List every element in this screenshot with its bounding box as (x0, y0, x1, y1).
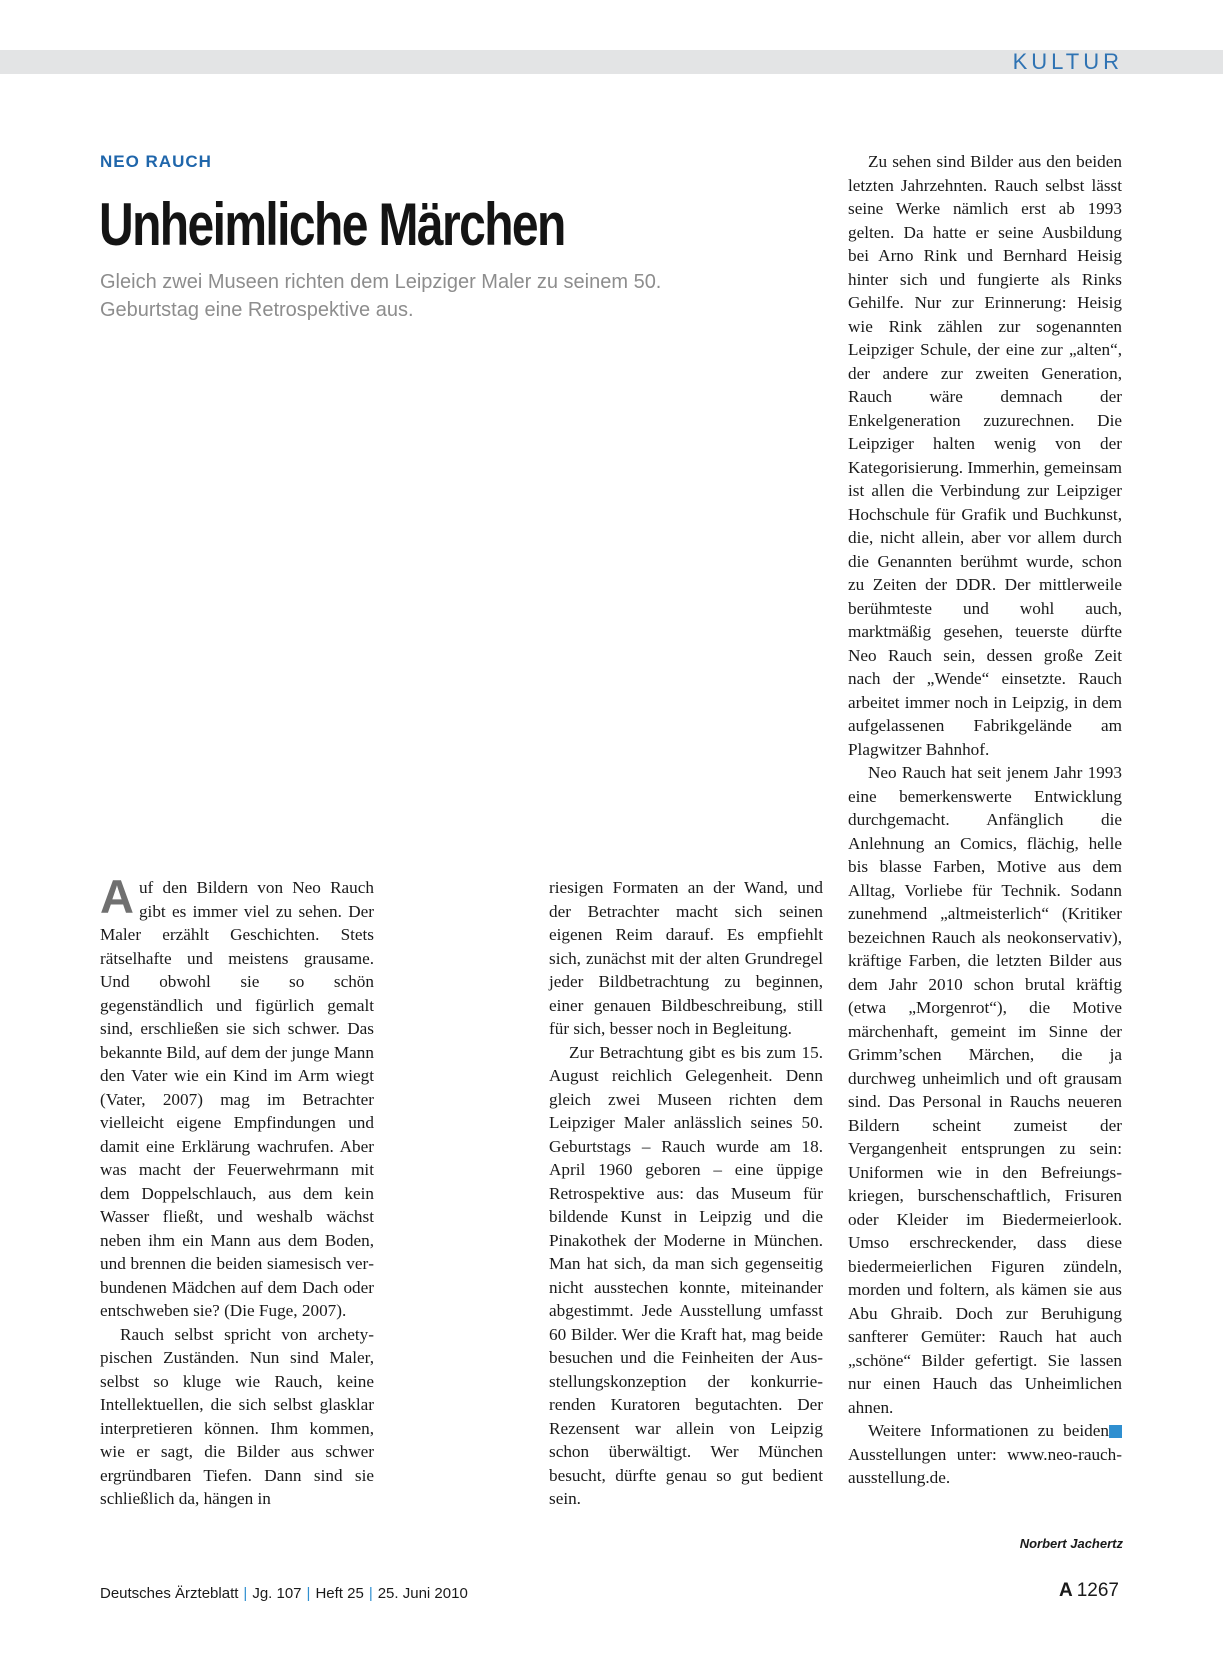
paragraph-text: Weitere Informationen zu beiden Ausstellungen unter: www.neo-rauch-ausstellung.de. (848, 1421, 1122, 1487)
article-kicker: NEO RAUCH (100, 152, 212, 171)
article-column-3 (848, 150, 1122, 1490)
page-number-value: 1267 (1076, 1580, 1119, 1601)
journal-volume: Jg. 107 (252, 1585, 302, 1602)
article-column-2 (549, 876, 823, 1511)
article-column-1 (100, 870, 374, 1511)
end-of-article-square-icon (1109, 1425, 1122, 1438)
paragraph: riesigen Formaten an der Wand, und der Betrachter macht sich seinen eigenen Reim darauf. Es empfiehlt sich, zunächst mit der alten Grundregel jeder Bildbetrachtung zu beginnen, einer genauen Bildbeschreibung, still für sich, besser noch in Begleitung. (549, 878, 823, 1038)
paragraph: Zur Betrachtung gibt es bis zum 15. August reichlich Gelegenheit. Denn gleich zwei Museen richten dem Leipziger Maler anlässlich seines 50. Geburtstags – Rauch wurde am 18. April 1960 geboren – eine üppige Retrospektive aus: das Museum für bildende Kunst in Leipzig und die Pinakothek der Moderne in München. Man hat sich, da man sich gegenseitig nicht ausstechen konnte, miteinander abgestimmt. Jede Ausstellung umfasst 60 Bilder. Wer die Kraft hat, mag beide besuchen und die Feinheiten der Ausstellungskonzeption der konkurrierenden Kuratoren begutachten. Der Rezensent war allein von Leipzig schon überwältigt. Wer München besucht, dürfte genau so gut bedient sein. (549, 1042, 823, 1508)
footer-separator: | (243, 1585, 248, 1602)
page-footer (100, 1585, 468, 1602)
footer-separator: | (368, 1585, 373, 1602)
paragraph: Neo Rauch hat seit jenem Jahr 1993 eine bemerkenswerte Entwicklung durchgemacht. Anfänglich die Anlehnung an Comics, flächig, helle bis blasse Farben, Motive aus dem Alltag, Vorliebe für Technik. Sodann zunehmend „altmeisterlich“ (Kritiker bezeichnen Rauch als neokonservativ), kräftige Farben, die letzten Bilder aus dem Jahr 2010 schon brutal kräftig (etwa „Morgenrot“), die Motive märchenhaft, gemeint im Sinne der Grimm’schen Märchen, die ja durchweg unheimlich und oft grausam sind. Das Personal in Rauchs neueren Bildern scheint zumeist der Vergangenheit entsprungen zu sein: Uniformen wie in den Befreiungskriegen, burschenschaftlich, Frisuren oder Kleider im Biedermeierlook. Umso erschreckender, dass diese biedermeierlichen Figuren zündeln, morden und foltern, als kämen sie aus Abu Ghraib. Doch zur Beruhigung sanfterer Gemüter: Rauch hat auch „schöne“ Bilder gefertigt. Sie lassen nur einen Hauch das Unheimlichen ahnen. (848, 763, 1122, 1417)
drop-cap: A (100, 870, 134, 923)
paragraph-text: uf den Bildern von Neo Rauch gibt es immer viel zu sehen. Der Maler erzählt Geschichten. Stets rätselhafte und meistens grausame. Und obwohl sie so schön gegenständlich und figürlich gemalt sind, erschließen sie sich schwer. Das bekannte Bild, auf dem der junge Mann den Vater wie ein Kind im Arm wiegt (Vater, 2007) mag im Betrachter vielleicht eigene Empfindungen und damit eine Erklärung wachrufen. Aber was macht der Feuerwehrmann mit dem Doppelschlauch, aus dem kein Wasser fließt, und weshalb wächst neben ihm ein Mann aus dem Boden, und brennen die beiden siamesisch verbundenen Mädchen auf dem Dach oder entschweben sie? (Die Fuge, 2007). (100, 878, 374, 1320)
journal-name: Deutsches Ärzteblatt (100, 1585, 239, 1602)
paragraph (100, 870, 374, 1323)
issue-date: 25. Juni 2010 (377, 1585, 468, 1602)
page-prefix: A (1058, 1580, 1073, 1601)
page-number (1059, 1580, 1119, 1602)
paragraph: Rauch selbst spricht von archetypischen Zuständen. Nun sind Maler, selbst so kluge wie Rauch, keine Intellektuellen, die sich selbst glasklar interpretieren können. Ihm kommen, wie er sagt, die Bilder aus schwer ergründbaren Tiefen. Dann sind sie schließlich da, hängen in (100, 1324, 374, 1508)
journal-issue: Heft 25 (315, 1585, 364, 1602)
article-author: Norbert Jachertz (1019, 1536, 1123, 1551)
section-label: KULTUR (1012, 49, 1123, 74)
paragraph: Zu sehen sind Bilder aus den beiden letzten Jahrzehnten. Rauch selbst lässt seine Werke nämlich erst ab 1993 gelten. Da hatte er seine Ausbildung bei Arno Rink und Bernhard Heisig hinter sich und fungierte als Rinks Gehilfe. Nur zur Erinnerung: Heisig wie Rink zählen zur sogenannten Leipziger Schule, der eine zur „alten“, der andere zur zweiten Generation, Rauch wäre demnach der Enkelgeneration zuzurechnen. Die Leipziger halten wenig von der Kategorisierung. Immerhin, gemeinsam ist allen die Verbindung zur Leipziger Hochschule für Grafik und Buchkunst, die, nicht allein, aber vor allem durch die Genannten berühmt wurde, schon zu Zeiten der DDR. Der mittlerweile berühmteste und wohl auch, marktmäßig gesehen, teuerste dürfte Neo Rauch sein, dessen große Zeit nach der „Wende“ einsetzte. Rauch arbeitet immer noch in Leipzig, in dem aufgelassenen Fabrikgelände am Plagwitzer Bahnhof. (848, 152, 1122, 759)
article-title: Unheimliche Märchen (99, 191, 565, 258)
footer-separator: | (306, 1585, 311, 1602)
article-subtitle: Gleich zwei Museen richten dem Leipziger Maler zu seinem 50. Geburtstag eine Retrospektive aus. (100, 271, 662, 321)
paragraph-closing (848, 1419, 1122, 1490)
